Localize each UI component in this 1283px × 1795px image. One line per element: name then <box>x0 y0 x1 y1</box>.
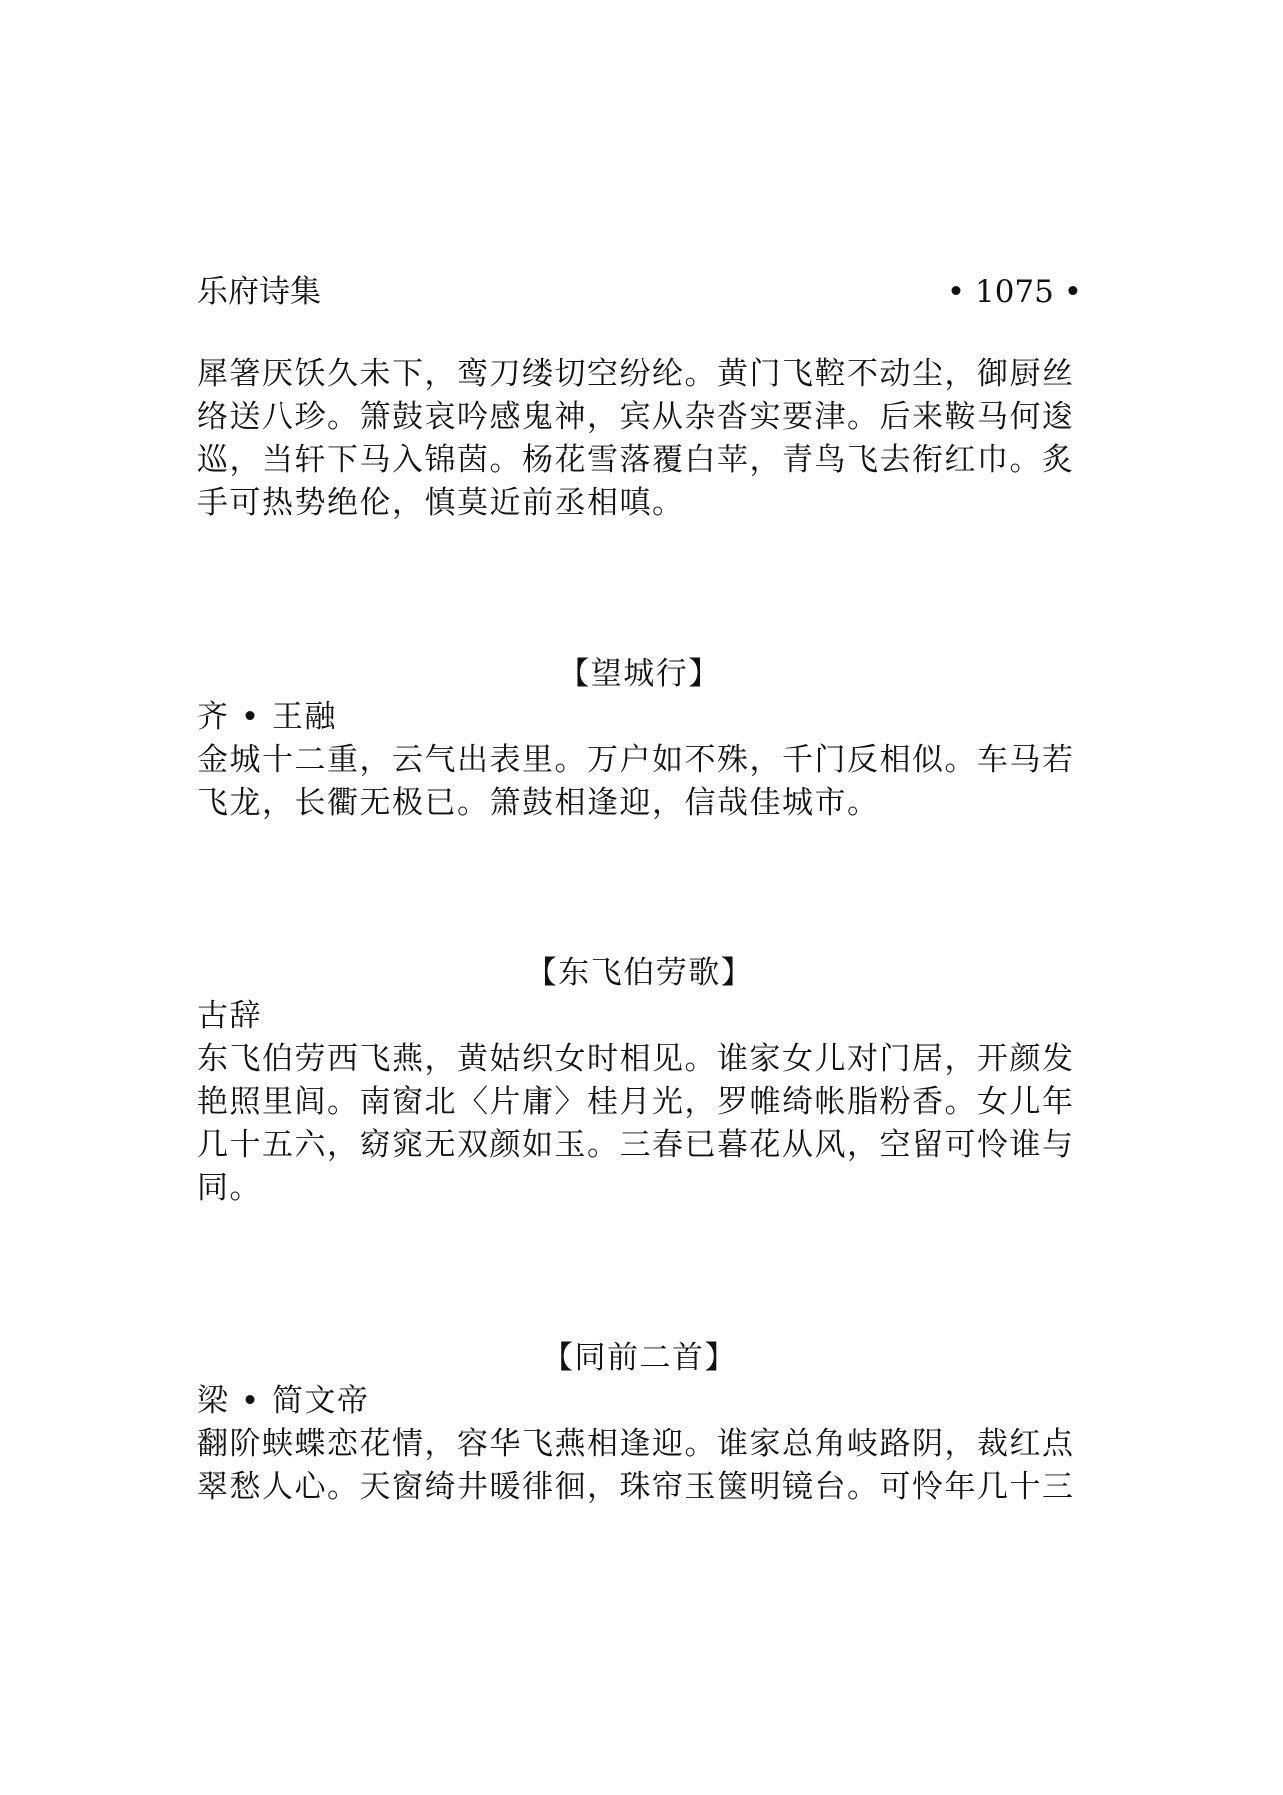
text-line: 络送八珍。箫鼓哀吟感鬼神，宾从杂沓实要津。后来鞍马何逡 <box>197 399 1075 435</box>
poem-wangchengxing <box>197 653 1097 825</box>
text-line: 几十五六，窈窕无双颜如玉。三春已暮花从风，空留可怜谁与 <box>197 1127 1075 1163</box>
page-header <box>197 270 1082 314</box>
text-line: 飞龙，长衢无极已。箫鼓相逢迎，信哉佳城市。 <box>197 785 880 821</box>
text-line: 犀箸厌饫久未下，鸾刀缕切空纷纶。黄门飞鞚不动尘，御厨丝 <box>197 356 1075 392</box>
poem-author: 古辞 <box>197 998 262 1034</box>
poem-title: 【望城行】 <box>558 656 721 692</box>
poem-tongqianershou <box>197 1337 1097 1509</box>
text-line: 艳照里闾。南窗北〈片庸〉桂月光，罗帷绮帐脂粉香。女儿年 <box>197 1084 1075 1120</box>
page-number: • 1075 • <box>946 274 1082 310</box>
text-line: 翠愁人心。天窗绮井暖徘徊，珠帘玉箧明镜台。可怜年几十三 <box>197 1469 1075 1505</box>
text-line: 手可热势绝伦，慎莫近前丞相嗔。 <box>197 485 685 521</box>
poem-author: 梁 • 简文帝 <box>197 1383 370 1419</box>
text-line: 同。 <box>197 1170 262 1206</box>
poem-text <box>197 739 1097 825</box>
poem-dongfeibolaoge <box>197 952 1097 1210</box>
poem-text <box>197 1038 1097 1210</box>
poem-text <box>197 353 1097 525</box>
text-line: 翻阶蛱蝶恋花情，容华飞燕相逢迎。谁家总角岐路阴，裁红点 <box>197 1426 1075 1462</box>
poem-title: 【同前二首】 <box>542 1340 737 1376</box>
poem-text <box>197 1423 1097 1509</box>
continuation-text <box>197 353 1097 525</box>
poem-author: 齐 • 王融 <box>197 699 337 735</box>
text-line: 巡，当轩下马入锦茵。杨花雪落覆白苹，青鸟飞去衔红巾。炙 <box>197 442 1075 478</box>
book-title: 乐府诗集 <box>197 274 321 310</box>
text-line: 东飞伯劳西飞燕，黄姑织女时相见。谁家女儿对门居，开颜发 <box>197 1041 1075 1077</box>
poem-title: 【东飞伯劳歌】 <box>525 955 754 991</box>
text-line: 金城十二重，云气出表里。万户如不殊，千门反相似。车马若 <box>197 742 1075 778</box>
